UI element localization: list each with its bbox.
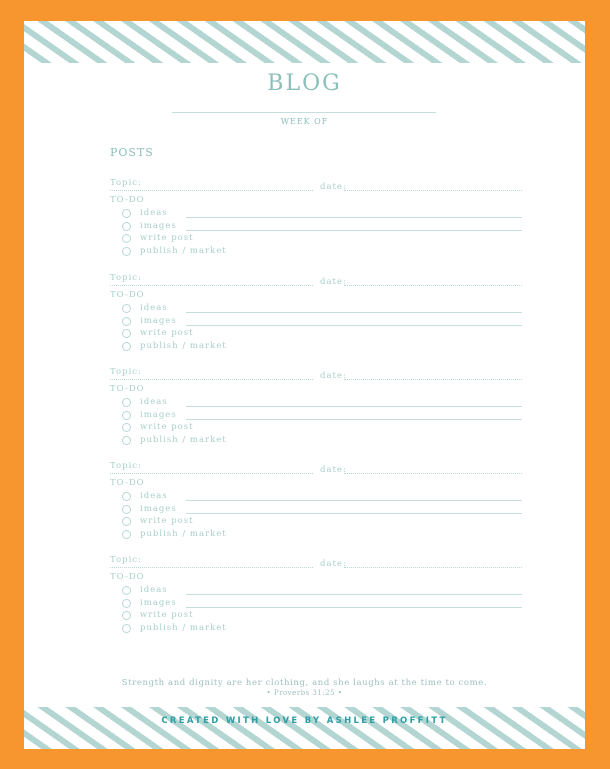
- todo-item-label: write post: [140, 422, 194, 433]
- date-field[interactable]: [344, 190, 522, 191]
- todo-label: TO-DO: [110, 478, 145, 488]
- todo-item-label: images: [140, 220, 177, 231]
- todo-item-label: write post: [140, 610, 194, 621]
- quote-text: Strength and dignity are her clothing, and she laughs at the time to come.: [121, 678, 488, 688]
- checkbox-circle-icon[interactable]: [122, 247, 131, 256]
- post-block: [110, 461, 522, 551]
- topic-field[interactable]: [110, 190, 313, 191]
- checkbox-circle-icon[interactable]: [122, 234, 131, 243]
- checkbox-circle-icon[interactable]: [122, 492, 131, 501]
- page-title: BLOG: [267, 71, 342, 96]
- date-field[interactable]: [344, 285, 522, 286]
- week-of-label: WEEK OF: [280, 117, 329, 126]
- todo-item-label: images: [140, 409, 177, 420]
- checkbox-circle-icon[interactable]: [122, 329, 131, 338]
- checkbox-circle-icon[interactable]: [122, 586, 131, 595]
- checkbox-circle-icon[interactable]: [122, 222, 131, 231]
- date-label: date:: [320, 465, 347, 475]
- notes-line[interactable]: [186, 419, 522, 420]
- todo-item-label: images: [140, 597, 177, 608]
- topic-field[interactable]: [110, 567, 313, 568]
- topic-label: Topic:: [110, 273, 142, 283]
- todo-item-label: publish / market: [140, 434, 227, 445]
- todo-item-label: ideas: [140, 208, 168, 218]
- todo-item-label: images: [140, 503, 177, 514]
- todo-item-label: write post: [140, 516, 194, 527]
- topic-field[interactable]: [110, 473, 313, 474]
- notes-line[interactable]: [186, 406, 522, 407]
- post-block: [110, 555, 522, 645]
- checkbox-circle-icon[interactable]: [122, 436, 131, 445]
- todo-item-label: publish / market: [140, 245, 227, 256]
- week-of-line[interactable]: [172, 112, 436, 113]
- notes-line[interactable]: [186, 500, 522, 501]
- todo-label: TO-DO: [110, 384, 145, 394]
- notes-line[interactable]: [186, 217, 522, 218]
- date-label: date:: [320, 371, 347, 381]
- date-field[interactable]: [344, 379, 522, 380]
- notes-line[interactable]: [186, 607, 522, 608]
- todo-item-label: images: [140, 315, 177, 326]
- todo-item-label: ideas: [140, 397, 168, 407]
- post-block: [110, 178, 522, 268]
- todo-item-label: publish / market: [140, 340, 227, 351]
- date-label: date:: [320, 559, 347, 569]
- todo-label: TO-DO: [110, 195, 145, 205]
- notes-line[interactable]: [186, 513, 522, 514]
- topic-label: Topic:: [110, 555, 142, 565]
- checkbox-circle-icon[interactable]: [122, 317, 131, 326]
- date-field[interactable]: [344, 473, 522, 474]
- todo-item-label: ideas: [140, 303, 168, 313]
- topic-label: Topic:: [110, 461, 142, 471]
- date-field[interactable]: [344, 567, 522, 568]
- date-label: date:: [320, 277, 347, 287]
- todo-item-label: ideas: [140, 491, 168, 501]
- notes-line[interactable]: [186, 312, 522, 313]
- topic-field[interactable]: [110, 285, 313, 286]
- bottom-stripe-band: [24, 707, 585, 749]
- posts-heading: POSTS: [110, 146, 154, 159]
- todo-label: TO-DO: [110, 290, 145, 300]
- checkbox-circle-icon[interactable]: [122, 517, 131, 526]
- checkbox-circle-icon[interactable]: [122, 342, 131, 351]
- topic-field[interactable]: [110, 379, 313, 380]
- checkbox-circle-icon[interactable]: [122, 599, 131, 608]
- notes-line[interactable]: [186, 594, 522, 595]
- post-block: [110, 273, 522, 363]
- checkbox-circle-icon[interactable]: [122, 304, 131, 313]
- checkbox-circle-icon[interactable]: [122, 423, 131, 432]
- credit-text: CREATED WITH LOVE BY ASHLEE PROFFITT: [161, 716, 448, 726]
- top-stripe-band: [24, 21, 585, 63]
- checkbox-circle-icon[interactable]: [122, 209, 131, 218]
- post-block: [110, 367, 522, 457]
- checkbox-circle-icon[interactable]: [122, 530, 131, 539]
- todo-item-label: publish / market: [140, 528, 227, 539]
- todo-item-label: publish / market: [140, 622, 227, 633]
- topic-label: Topic:: [110, 367, 142, 377]
- notes-line[interactable]: [186, 230, 522, 231]
- todo-item-label: ideas: [140, 585, 168, 595]
- checkbox-circle-icon[interactable]: [122, 624, 131, 633]
- planner-page: [24, 21, 585, 749]
- topic-label: Topic:: [110, 178, 142, 188]
- todo-label: TO-DO: [110, 572, 145, 582]
- todo-item-label: write post: [140, 233, 194, 244]
- date-label: date:: [320, 182, 347, 192]
- quote-reference: • Proverbs 31:25 •: [266, 689, 343, 697]
- checkbox-circle-icon[interactable]: [122, 411, 131, 420]
- notes-line[interactable]: [186, 325, 522, 326]
- checkbox-circle-icon[interactable]: [122, 611, 131, 620]
- checkbox-circle-icon[interactable]: [122, 505, 131, 514]
- checkbox-circle-icon[interactable]: [122, 398, 131, 407]
- todo-item-label: write post: [140, 328, 194, 339]
